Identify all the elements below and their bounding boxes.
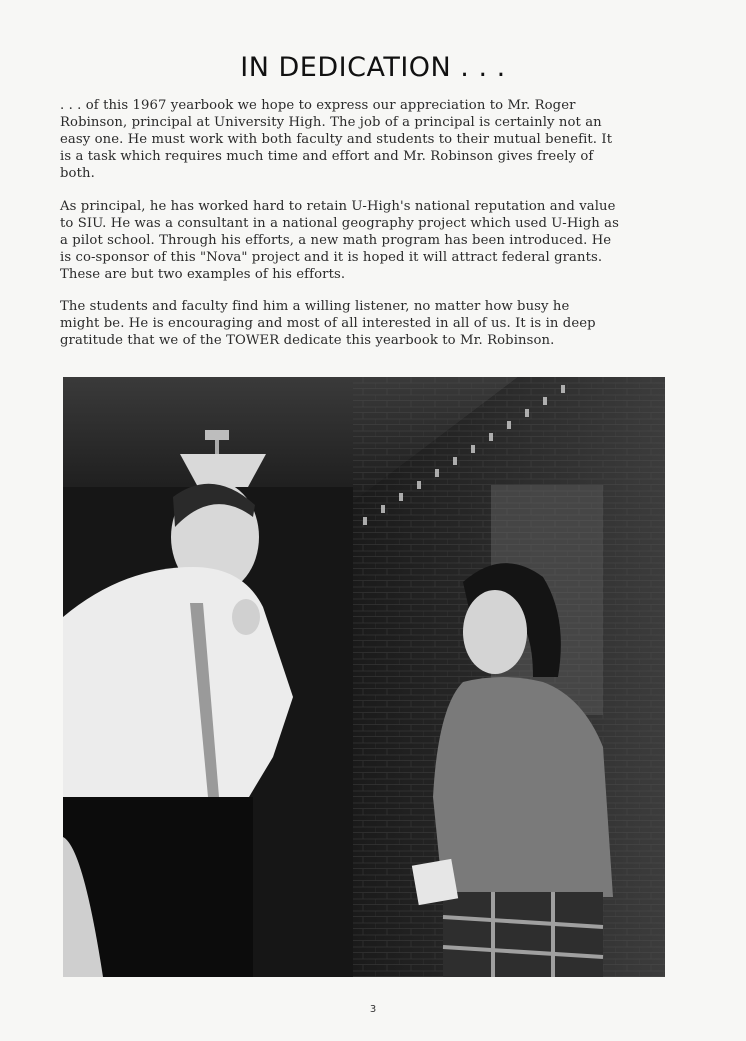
text-line: is co-sponsor of this "Nova" project and it is hoped it will attract federal grants. [60, 250, 603, 266]
text-line: gratitude that we of the TOWER dedicate this yearbook to Mr. Robinson. [60, 333, 555, 349]
text-line: is a task which requires much time and effort and Mr. Robinson gives freely of [60, 149, 594, 165]
text-line: The students and faculty find him a willing listener, no matter how busy he [60, 299, 570, 314]
text-line: As principal, he has worked hard to retain U-High's national reputation and value [60, 199, 616, 214]
text-line: both. [60, 166, 95, 182]
text-line: to SIU. He was a consultant in a national geography project which used U-High as [60, 216, 620, 232]
text-line: . . . of this 1967 yearbook we hope to express our appreciation to Mr. Roger [60, 98, 576, 113]
text-line: easy one. He must work with both faculty and students to their mutual benefit. It [60, 132, 613, 148]
paragraph-3 [60, 298, 680, 349]
dedication-photo [63, 377, 665, 977]
page-number: 3 [369, 1004, 377, 1015]
page-title: IN DEDICATION . . . [240, 52, 506, 83]
ceiling-lamp-mount [205, 430, 229, 440]
text-line: These are but two examples of his efforts. [60, 267, 346, 283]
text-line: Robinson, principal at University High. The job of a principal is certainly not an [60, 115, 602, 131]
paragraph-2 [60, 198, 680, 283]
paragraph-1 [60, 97, 680, 182]
text-line: a pilot school. Through his efforts, a new math program has been introduced. He [60, 233, 612, 249]
photo-illustration [63, 377, 665, 977]
text-line: might be. He is encouraging and most of all interested in all of us. It is in deep [60, 316, 596, 332]
